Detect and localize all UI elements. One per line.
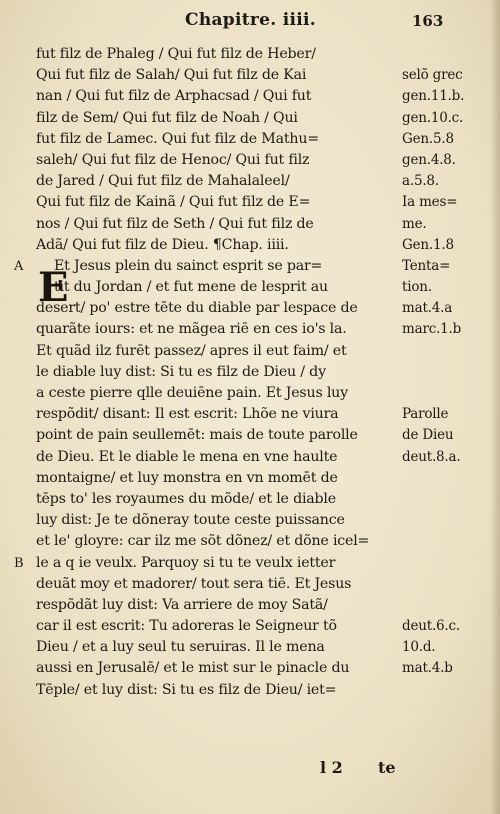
margin-note: mat.4.a bbox=[402, 300, 453, 317]
running-header bbox=[0, 8, 500, 36]
text-line bbox=[0, 447, 500, 468]
text-line bbox=[0, 129, 500, 150]
text-line bbox=[0, 658, 500, 679]
margin-note: Ia mes= bbox=[402, 194, 458, 211]
main-text: et le' gloyre: car ilz me sõt dõnez/ et dõne icel= bbox=[36, 533, 370, 550]
main-text: a ceste pierre qlle deuiēne pain. Et Jesus luy bbox=[36, 385, 348, 401]
main-text: Adã/ Qui fut filz de Dieu. ¶Chap. iiii. bbox=[36, 236, 289, 253]
main-text: de Dieu. Et le diable le mena en vne haulte bbox=[36, 448, 338, 465]
text-line bbox=[0, 553, 500, 574]
catchline bbox=[320, 758, 480, 782]
main-text: tēps to' les royaumes du mõde/ et le diable bbox=[36, 490, 336, 507]
text-line bbox=[0, 192, 500, 213]
margin-note: de Dieu bbox=[402, 427, 454, 444]
text-line bbox=[0, 44, 500, 65]
text-line bbox=[0, 680, 500, 701]
main-text: saleh/ Qui fut filz de Henoc/ Qui fut filz bbox=[36, 151, 310, 168]
main-text: car il est escrit: Tu adoreras le Seigneur tõ bbox=[36, 618, 337, 635]
margin-note: deut.6.c. bbox=[402, 618, 460, 635]
margin-note: a.5.8. bbox=[402, 173, 439, 190]
main-text: de Jared / Qui fut filz de Mahalaleel/ bbox=[36, 173, 290, 190]
main-text: respõdãt luy dist: Va arriere de moy Satã/ bbox=[36, 596, 328, 613]
main-text: fut filz de Phaleg / Qui fut filz de Heber/ bbox=[36, 46, 316, 62]
margin-note: 10.d. bbox=[402, 639, 436, 656]
margin-note: gen.11.b. bbox=[402, 88, 465, 105]
text-line bbox=[0, 595, 500, 616]
text-line bbox=[0, 235, 500, 256]
margin-note: gen.4.8. bbox=[402, 151, 456, 168]
main-text: nan / Qui fut filz de Arphacsad / Qui fut bbox=[36, 88, 312, 105]
text-line bbox=[0, 404, 500, 425]
text-line bbox=[0, 362, 500, 383]
text-line bbox=[0, 425, 500, 446]
margin-note: tion. bbox=[402, 279, 432, 296]
main-text: le diable luy dist: Si tu es filz de Dieu / dy bbox=[36, 363, 326, 380]
main-text: Dieu / et a luy seul tu seruiras. Il le mena bbox=[36, 639, 325, 656]
main-text: desert/ po' estre tēte du diable par lespace de bbox=[36, 300, 358, 317]
text-line bbox=[0, 531, 500, 552]
text-line bbox=[0, 171, 500, 192]
page-edge-shading bbox=[490, 0, 500, 814]
main-text: point de pain seullemēt: mais de toute parolle bbox=[36, 427, 358, 444]
signature-mark: l 2 bbox=[320, 758, 343, 777]
text-line bbox=[0, 637, 500, 658]
page-number: 163 bbox=[412, 12, 444, 30]
main-text: montaigne/ et luy monstra en vn momēt de bbox=[36, 469, 338, 486]
margin-note: deut.8.a. bbox=[402, 448, 461, 465]
main-text: le a q ie veulx. Parquoy si tu te veulx ietter bbox=[36, 554, 336, 571]
text-line bbox=[0, 510, 500, 531]
text-line bbox=[0, 277, 500, 298]
text-line bbox=[0, 468, 500, 489]
text-line bbox=[0, 150, 500, 171]
text-body bbox=[0, 44, 500, 701]
margin-note: Parolle bbox=[402, 406, 449, 423]
chapter-heading: Chapitre. iiii. bbox=[185, 10, 316, 30]
text-line bbox=[0, 108, 500, 129]
margin-note: Gen.1.8 bbox=[402, 236, 454, 253]
text-line bbox=[0, 383, 500, 404]
main-text: respõdit/ disant: Il est escrit: Lhõe ne viura bbox=[36, 406, 339, 423]
left-margin-letter: A bbox=[14, 258, 24, 274]
main-text: Et quãd ilz furēt passez/ apres il eut faim/ et bbox=[36, 342, 347, 359]
main-text: luy dist: Je te dõneray toute ceste puissance bbox=[36, 512, 345, 529]
margin-note: marc.1.b bbox=[402, 321, 462, 338]
text-line bbox=[0, 319, 500, 340]
main-text: Tēple/ et luy dist: Si tu es filz de Dieu/ iet= bbox=[36, 681, 337, 698]
margin-note: gen.10.c. bbox=[402, 109, 464, 126]
main-text: Qui fut filz de Kainã / Qui fut filz de E= bbox=[36, 194, 311, 211]
text-line bbox=[0, 86, 500, 107]
text-line bbox=[0, 574, 500, 595]
main-text: deuãt moy et madorer/ tout sera tiē. Et Jesus bbox=[36, 575, 352, 592]
main-text: quarãte iours: et ne mãgea riē en ces io's la. bbox=[36, 321, 347, 338]
margin-note: mat.4.b bbox=[402, 660, 453, 677]
text-line bbox=[0, 489, 500, 510]
text-line bbox=[0, 298, 500, 319]
margin-note: Gen.5.8 bbox=[402, 130, 454, 147]
text-line bbox=[0, 341, 500, 362]
main-text: aussi en Jerusalē/ et le mist sur le pinacle du bbox=[36, 660, 350, 677]
text-line bbox=[0, 256, 500, 277]
margin-note: selõ grec bbox=[402, 67, 463, 84]
margin-note: me. bbox=[402, 215, 427, 232]
text-line bbox=[0, 214, 500, 235]
catchword: te bbox=[378, 758, 396, 777]
text-line bbox=[0, 65, 500, 86]
margin-note: Tenta= bbox=[402, 257, 451, 274]
main-text: filz de Sem/ Qui fut filz de Noah / Qui bbox=[36, 109, 298, 126]
left-margin-letter: B bbox=[14, 555, 24, 571]
main-text: nos / Qui fut filz de Seth / Qui fut filz de bbox=[36, 215, 314, 232]
main-text: Qui fut filz de Salah/ Qui fut filz de Kai bbox=[36, 67, 307, 84]
text-line bbox=[0, 616, 500, 637]
initial-capital: E bbox=[38, 264, 69, 311]
main-text: Et Jesus plein du sainct esprit se par= bbox=[54, 257, 323, 274]
main-text: fut filz de Lamec. Qui fut filz de Mathu= bbox=[36, 130, 319, 147]
main-text: tit du Jordan / et fut mene de lesprit au bbox=[54, 279, 328, 296]
